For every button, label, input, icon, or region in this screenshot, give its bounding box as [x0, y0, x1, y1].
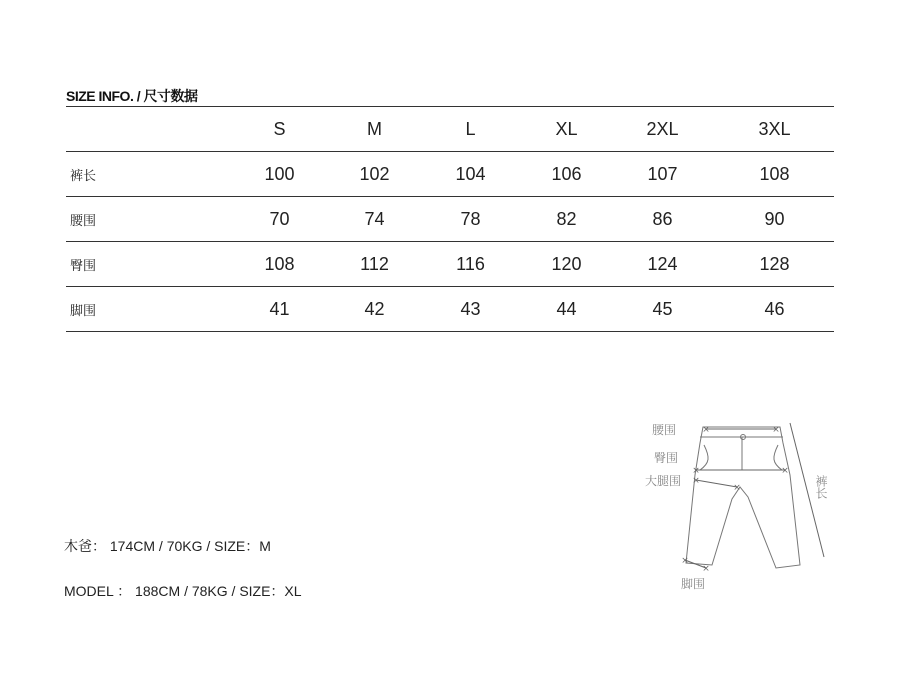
label-hem: 脚围 — [681, 577, 706, 591]
corner-cell — [66, 107, 228, 152]
model-info-line-1: 木爸： 174CM / 70KG / SIZE：M — [64, 538, 271, 554]
table-cell: 70 — [228, 197, 331, 242]
table-cell: 107 — [610, 152, 715, 197]
model-info-line-2: MODEL ： 188CM / 78KG / SIZE：XL — [64, 583, 302, 599]
table-cell: 112 — [331, 242, 418, 287]
table-cell: 44 — [523, 287, 610, 332]
table-cell: 120 — [523, 242, 610, 287]
table-cell: 41 — [228, 287, 331, 332]
x-mark-icon: × — [733, 483, 741, 493]
pants-outline — [686, 427, 800, 568]
x-mark-icon: × — [702, 425, 710, 435]
x-mark-icon: × — [702, 564, 710, 574]
table-cell: 45 — [610, 287, 715, 332]
size-header-row — [66, 107, 834, 152]
size-s: S — [228, 107, 331, 152]
section-heading: SIZE INFO. / 尺寸数据 — [66, 88, 198, 104]
table-cell: 90 — [715, 197, 834, 242]
size-xl: XL — [523, 107, 610, 152]
measure-markers — [681, 425, 789, 574]
table-cell: 86 — [610, 197, 715, 242]
table-cell: 128 — [715, 242, 834, 287]
label-length: 裤长 — [814, 475, 828, 499]
table-row — [66, 242, 834, 287]
table-cell: 43 — [418, 287, 523, 332]
label-waist: 腰围 — [652, 423, 677, 437]
label-thigh: 大腿围 — [645, 474, 682, 488]
table-row — [66, 287, 834, 332]
size-l: L — [418, 107, 523, 152]
row-label-hip: 臀围 — [66, 242, 228, 287]
table-cell: 46 — [715, 287, 834, 332]
table-row — [66, 152, 834, 197]
size-m: M — [331, 107, 418, 152]
table-cell: 106 — [523, 152, 610, 197]
table-cell: 82 — [523, 197, 610, 242]
table-cell: 116 — [418, 242, 523, 287]
table-cell: 102 — [331, 152, 418, 197]
table-cell: 78 — [418, 197, 523, 242]
pants-measurement-diagram — [640, 415, 840, 600]
table-cell: 100 — [228, 152, 331, 197]
label-hip: 臀围 — [654, 451, 679, 465]
x-mark-icon: × — [781, 466, 789, 476]
table-cell: 108 — [715, 152, 834, 197]
x-mark-icon: × — [692, 466, 700, 476]
table-cell: 124 — [610, 242, 715, 287]
row-label-waist: 腰围 — [66, 197, 228, 242]
table-cell: 108 — [228, 242, 331, 287]
table-row — [66, 197, 834, 242]
size-2xl: 2XL — [610, 107, 715, 152]
table-cell: 74 — [331, 197, 418, 242]
size-3xl: 3XL — [715, 107, 834, 152]
table-cell: 104 — [418, 152, 523, 197]
measure-lines — [685, 423, 824, 568]
x-mark-icon: × — [681, 556, 689, 566]
row-label-length: 裤长 — [66, 152, 228, 197]
x-mark-icon: × — [692, 476, 700, 486]
size-table — [66, 106, 834, 332]
row-label-hem: 脚围 — [66, 287, 228, 332]
x-mark-icon: × — [772, 425, 780, 435]
table-cell: 42 — [331, 287, 418, 332]
